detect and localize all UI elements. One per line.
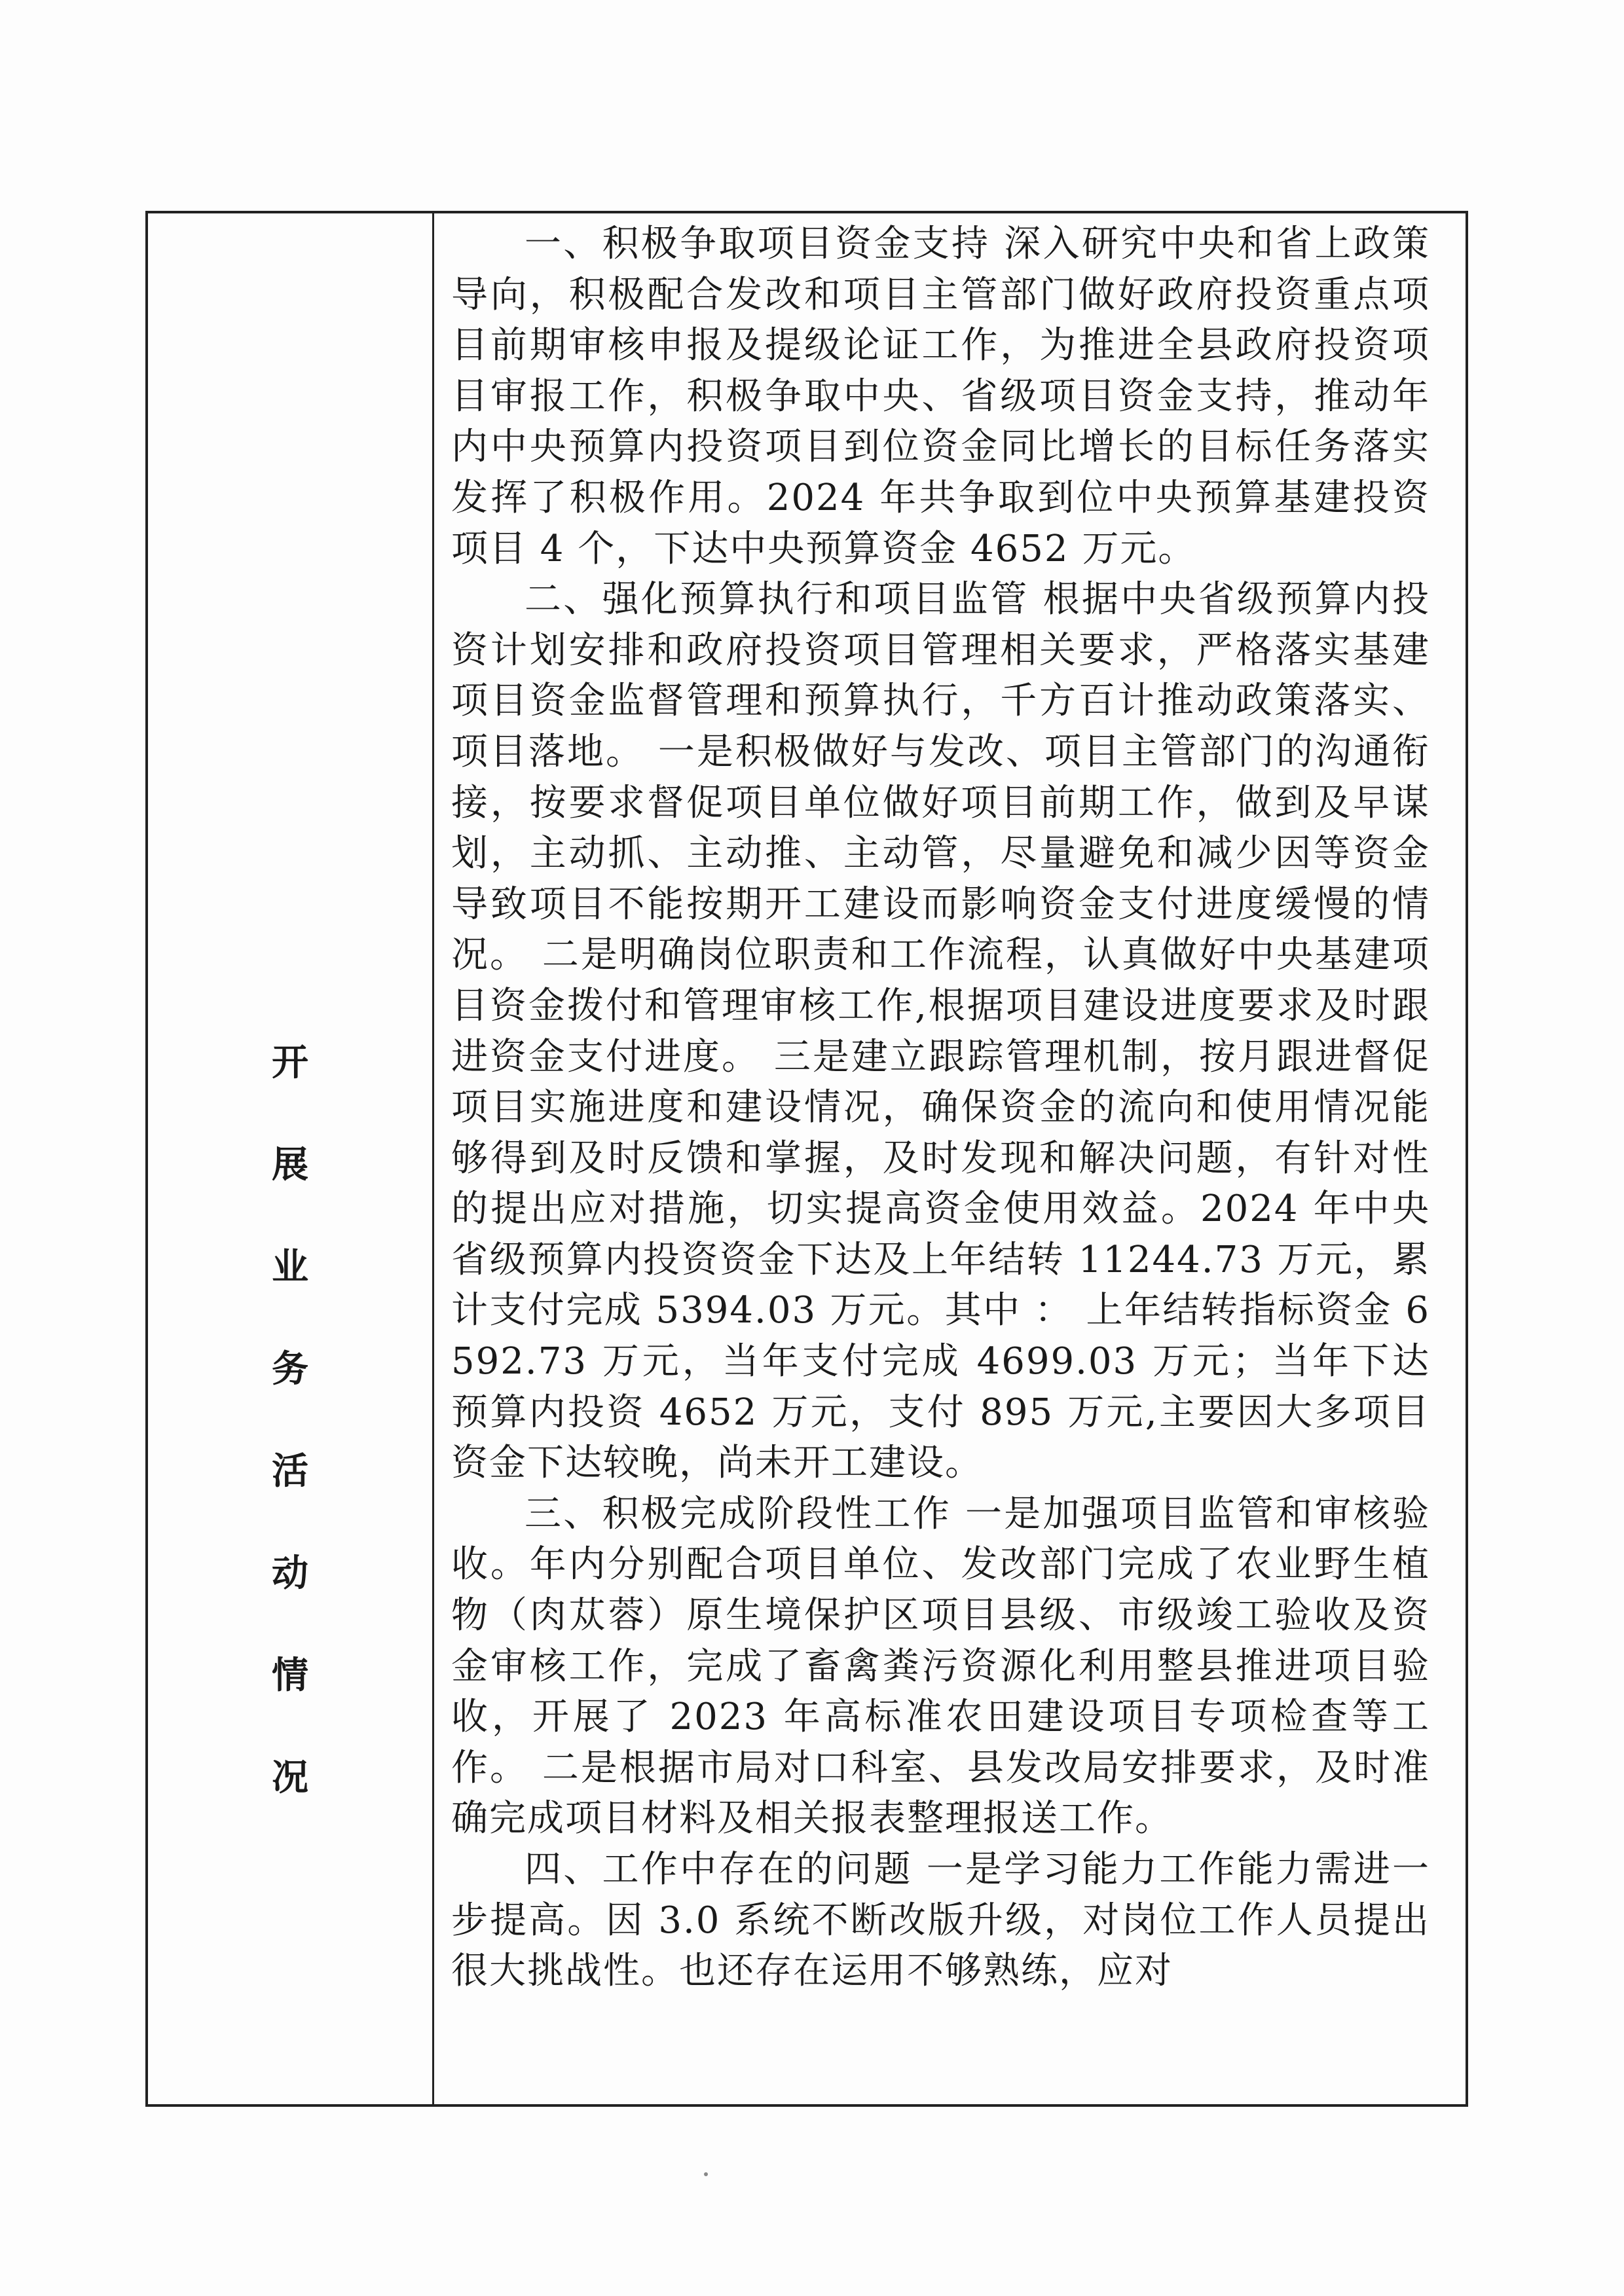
label-column [148, 213, 434, 2104]
content-body [451, 219, 1430, 1997]
label-char: 况 [272, 1757, 308, 1799]
label-char: 情 [272, 1654, 308, 1697]
label-char: 活 [272, 1450, 308, 1493]
label-char: 务 [272, 1348, 308, 1391]
form-table [145, 211, 1468, 2107]
label-char: 开 [272, 1042, 308, 1084]
content-column [434, 213, 1466, 2104]
paragraph-problems: 四、工作中存在的问题 一是学习能力工作能力需进一步提高。因 3.0 系统不断改版升级，对岗位工作人员提出很大挑战性。也还存在运用不够熟练，应对 [451, 1848, 1430, 1993]
paragraph-phase-work: 三、积极完成阶段性工作 一是加强项目监管和审核验收。年内分别配合项目单位、发改部门完成了农业野生植物（肉苁蓉）原生境保护区项目县级、市级竣工验收及资金审核工作，完成了畜禽粪污资源化利用整县推进项目验收，开展了 2023 年高标准农田建设项目专项检查等工作。 二是根据市局对口科室、县发改局安排要求，及时准确完成项目材料及相关报表整理报送工作。 [451, 1492, 1430, 1840]
paragraph-funding-support: 一、积极争取项目资金支持 深入研究中央和省上政策导向，积极配合发改和项目主管部门做好政府投资重点项目前期审核申报及提级论证工作，为推进全县政府投资项目审报工作，积极争取中央、省级项目资金支持，推动年内中央预算内投资项目到位资金同比增长的目标任务落实发挥了积极作用。2024 年共争取到位中央预算基建投资项目 4 个，下达中央预算资金 4652 万元。 [451, 223, 1430, 570]
scan-speck [704, 2172, 708, 2176]
paragraph-budget-execution: 二、强化预算执行和项目监管 根据中央省级预算内投资计划安排和政府投资项目管理相关要求，严格落实基建项目资金监督管理和预算执行，千方百计推动政策落实、项目落地。 一是积极做好与发改、项目主管部门的沟通衔接，按要求督促项目单位做好项目前期工作，做到及早谋划，主动抓、主动推、主动管，尽量避免和减少因等资金导致项目不能按期开工建设而影响资金支付进度缓慢的情况。 二是明确岗位职责和工作流程，认真做好中央基建项目资金拨付和管理审核工作,根据项目建设进度要求及时跟进资金支付进度。 三是建立跟踪管理机制，按月跟进督促项目实施进度和建设情况，确保资金的流向和使用情况能够得到及时反馈和掌握，及时发现和解决问题，有针对性的提出应对措施，切实提高资金使用效益。2024 年中央省级预算内投资资金下达及上年结转 11244.73 万元，累计支付完成 5394.03 万元。其中 ： 上年结转指标资金 6592.73 万元，当年支付完成 4699.03 万元；当年下达预算内投资 4652 万元，支付 895 万元,主要因大多项目资金下达较晚，尚未开工建设。 [451, 578, 1430, 1485]
label-char: 动 [272, 1552, 308, 1595]
label-char: 业 [272, 1246, 308, 1288]
section-label [148, 1042, 432, 1862]
label-char: 展 [272, 1144, 308, 1186]
